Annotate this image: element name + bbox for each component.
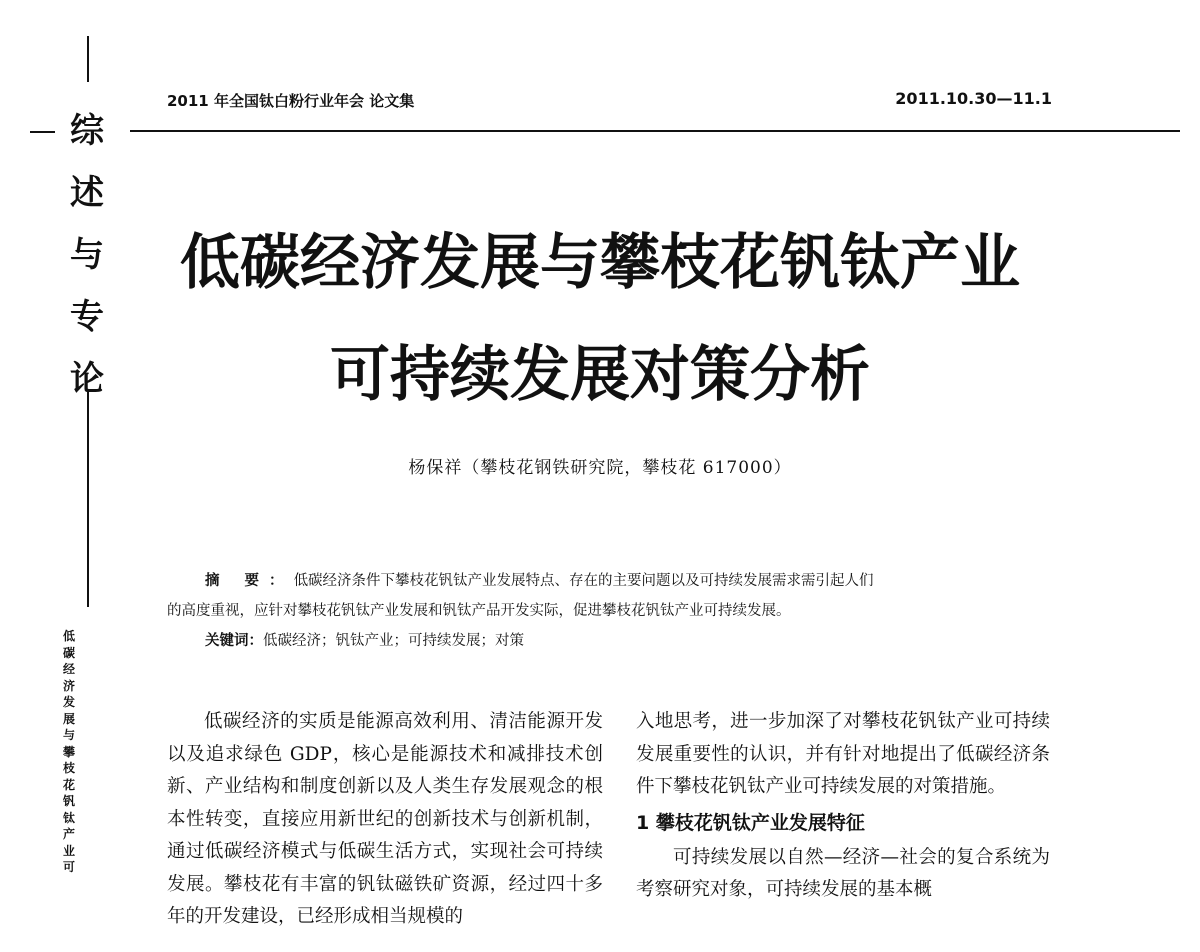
running-title-char: 产 (62, 827, 75, 841)
section-label-char: 综 (70, 111, 104, 151)
abstract-block (167, 566, 1047, 656)
side-rule-middle (87, 392, 89, 607)
header-rule (130, 130, 1180, 132)
paper-title-line-1: 低碳经济发展与攀枝花钒钛产业 (180, 228, 1020, 298)
running-title-char: 展 (62, 711, 75, 726)
section-heading: 1 攀枝花钒钛产业发展特征 (636, 811, 865, 834)
running-title-char: 钒 (62, 794, 75, 808)
keywords-text: 低碳经济；钒钛产业；可持续发展；对策 (263, 633, 524, 649)
author-affiliation: 杨保祥（攀枝花钢铁研究院，攀枝花 617000） (408, 458, 792, 478)
running-title-char: 业 (62, 843, 75, 858)
header-date: 2011.10.30—11.1 (895, 89, 1052, 108)
running-title-char: 济 (62, 678, 75, 693)
header-proceedings-title: 2011 年全国钛白粉行业年会 论文集 (167, 92, 415, 110)
paper-title-line-2: 可持续发展对策分析 (330, 340, 870, 410)
running-title-char: 钛 (62, 810, 75, 825)
abstract-line-1 (167, 566, 1047, 596)
side-dash (30, 131, 55, 133)
running-title-char: 发 (62, 695, 75, 709)
body-paragraph: 可持续发展以自然—经济—社会的复合系统为考察研究对象，可持续发展的基本概 (636, 846, 1050, 900)
section-label-char: 述 (70, 173, 104, 213)
body-paragraph: 入地思考，进一步加深了对攀枝花钒钛产业可持续发展重要性的认识，并有针对地提出了低碳经济条件下攀枝花钒钛产业可持续发展的对策措施。 (636, 711, 1050, 797)
running-title-char: 碳 (62, 645, 75, 660)
running-title-char: 低 (62, 629, 75, 643)
keywords-line (167, 626, 1047, 656)
body-column-left (167, 706, 603, 934)
keywords-label: 关键词： (205, 633, 263, 649)
section-label-vertical (62, 100, 112, 410)
body-paragraph: 低碳经济的实质是能源高效利用、清洁能源开发以及追求绿色 GDP，核心是能源技术和减排技术创新、产业结构和制度创新以及人类生存发展观念的根本性转变，直接应用新世纪的创新技术与创新机制，通过低碳经济模式与低碳生活方式，实现社会可持续发展。攀枝花有丰富的钒钛磁铁矿资源，经过四十多年的开发建设，已经形成相当规模的 (167, 711, 603, 927)
section-label-char: 与 (70, 235, 104, 275)
abstract-label: 摘 要： (205, 573, 294, 589)
abstract-text-line-1: 低碳经济条件下攀枝花钒钛产业发展特点、存在的主要问题以及可持续发展需求需引起人们 (293, 573, 874, 589)
body-column-right (636, 706, 1050, 907)
running-title-char: 可 (62, 860, 75, 874)
running-title-vertical (57, 628, 81, 876)
running-title-char: 枝 (62, 761, 75, 775)
section-label-char: 论 (70, 359, 104, 399)
running-title-char: 与 (62, 728, 75, 742)
section-label-char: 专 (70, 297, 104, 337)
running-title-char: 花 (62, 777, 75, 792)
side-rule-top (87, 36, 89, 82)
running-title-char: 攀 (62, 744, 75, 759)
abstract-text-line-2: 的高度重视，应针对攀枝花钒钛产业发展和钒钛产品开发实际，促进攀枝花钒钛产业可持续发展。 (167, 603, 791, 619)
running-title-char: 经 (62, 662, 75, 676)
